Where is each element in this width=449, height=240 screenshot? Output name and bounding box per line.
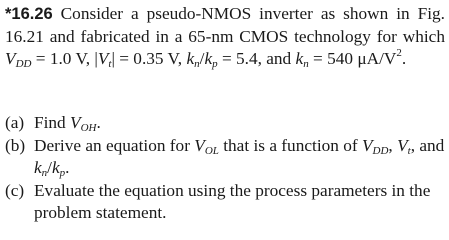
part-b: [5, 135, 445, 180]
abs-bar: |: [94, 49, 98, 68]
problem-statement: [5, 3, 445, 71]
part-text: Evaluate the equation using the process parameters in the problem statement.: [34, 180, 431, 222]
part-label: (c): [5, 180, 25, 200]
vt-value: | = 0.35 V,: [111, 49, 183, 68]
vdd-symbol: $V_{DD}$: [5, 49, 32, 70]
problem-number: *16.26: [5, 5, 53, 23]
ratio-value: = 5.4, and: [221, 49, 292, 68]
kn-kp-ratio: $k_n/k_p$: [34, 158, 66, 179]
kn-kp-ratio: $k_n/k_p$: [186, 49, 218, 70]
kn-symbol: $k_n$: [295, 49, 309, 70]
vt-symbol: $V_t$: [97, 49, 112, 70]
vdd-value: = 1.0 V,: [35, 49, 91, 68]
problem-parts: [5, 112, 445, 225]
kn-value: = 540: [313, 49, 354, 68]
part-text: Derive an equation for $V_{OL}$ that is a function of $V_{DD}$, $V_t$, and $k_n/k_p$.: [34, 135, 445, 179]
vol-symbol: $V_{OL}$: [194, 135, 219, 157]
vt-symbol: $V_t$: [397, 135, 411, 157]
units: $\mu A/V^2$.: [357, 47, 407, 68]
vdd-symbol: $V_{DD}$: [361, 135, 389, 157]
part-c: [5, 180, 445, 225]
problem-text: Consider a pseudo-NMOS inverter as shown in Fig. 16.21 and fabricated in a 65-nm CMOS technology for which: [5, 4, 445, 46]
part-a: [5, 112, 445, 135]
voh-symbol: $V_{OH}$: [70, 113, 97, 134]
part-label: (a): [5, 113, 25, 132]
part-text: Find $V_{OH}$.: [34, 113, 101, 134]
part-label: (b): [5, 135, 26, 155]
